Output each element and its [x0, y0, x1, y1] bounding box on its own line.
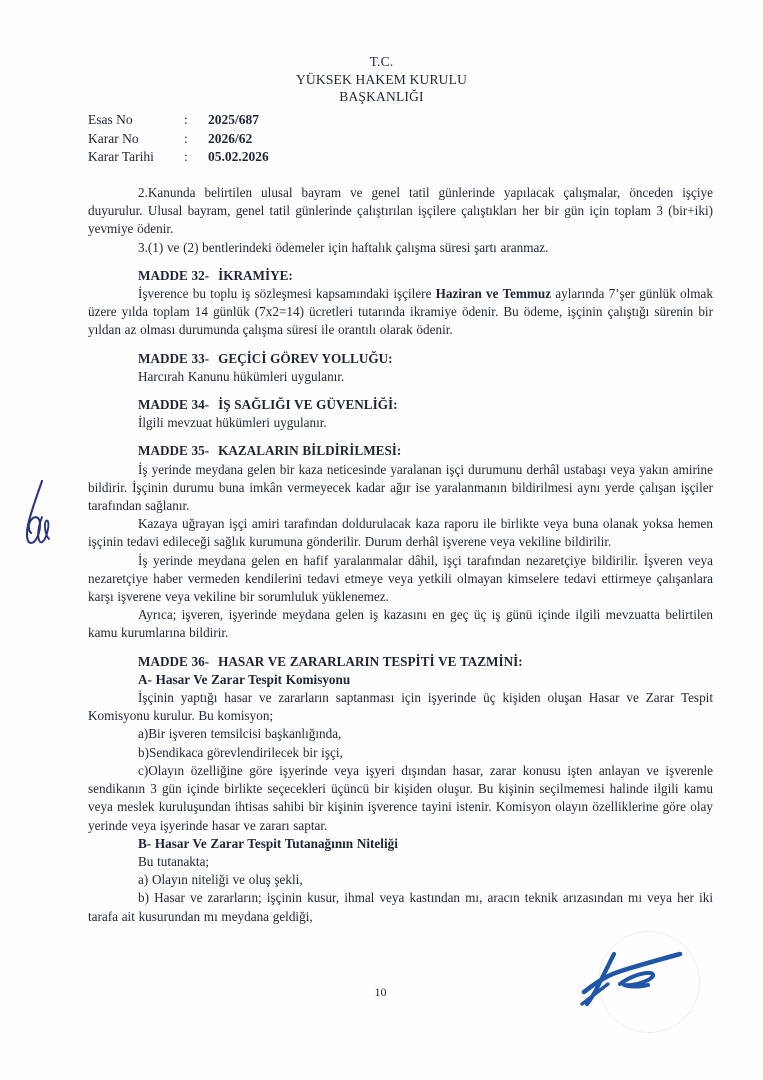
meta-row-esas-no — [88, 111, 269, 130]
text-run: İş yerinde meydana gelen bir kaza neticesinde yaralanan işçi durumunu derhâl ustabaşı veya yakın amirine bildirir. İşçinin durumu buna imkân vermeyecek kadar ağır ise yaralanmanın bildirilmesi aynı yerde çalışan işçiler tarafından sağlanır. — [88, 461, 713, 514]
text-run: İşçinin yaptığı hasar ve zararların saptanması için işyerinde üç kişiden oluşan Hasar ve Zarar Tespit Komisyonu kurulur. Bu komisyon; — [88, 690, 713, 724]
article-heading — [88, 267, 713, 285]
meta-row-karar-no — [88, 130, 269, 149]
sub-heading — [88, 835, 713, 853]
article-number: MADDE 32- — [138, 267, 210, 283]
text-run: İlgili mevzuat hükümleri uygulanır. — [138, 415, 327, 431]
text-run: aylarında 7’şer günlük olmak üzere yılda toplam 14 günlük (7x2=14) ücretleri tutarında ikramiye ödenir. Bu ödeme, işçinin çalıştığı sürenin bir yıldan az olması durumunda çalışma süresi ile orantılı olarak ödenir. — [88, 286, 713, 338]
letterhead-office-line: BAŞKANLIĞI — [339, 89, 424, 105]
paragraph — [88, 689, 713, 725]
paragraph — [88, 239, 713, 257]
article-heading — [88, 653, 713, 671]
text-run: c)Olayın özelliğine göre işyerinde veya işyeri dışından hasar, zarar konusu işten anlayan ve işverenle sendikanın 3 gün içinde birlikte seçecekleri üçüncü bir kişiden oluşur. Bu kişinin seçilmemesi halinde ilgili kamu veya meslek kuruluşundan ihtisas sahibi bir kişinin işverence tayini istenir. Komisyon olayın özelliklerine göre olay yerinde veya işyerinde hasar ve zararı saptar. — [88, 762, 713, 833]
article-title: HASAR VE ZARARLARIN TESPİTİ VE TAZMİNİ: — [218, 653, 523, 669]
paragraph — [88, 871, 713, 889]
paragraph — [88, 285, 713, 340]
paragraph — [88, 889, 713, 925]
text-run: Kazaya uğrayan işçi amiri tarafından doldurulacak kaza raporu ile birlikte veya buna olanak yoksa hemen işçinin tedavi edileceği sağlık kurumuna gönderilir. Durum derhâl işverene veya vekiline bildirilir. — [88, 516, 713, 550]
text-run: Bu tutanakta; — [138, 853, 210, 869]
text-run: a) Olayın niteliği ve oluş şekli, — [138, 872, 303, 888]
article-number: MADDE 34- — [138, 397, 210, 413]
article-title: İŞ SAĞLIĞI VE GÜVENLİĞİ: — [218, 397, 398, 413]
article-number: MADDE 36- — [138, 653, 210, 669]
article-number: MADDE 33- — [138, 350, 210, 366]
article-title: İKRAMİYE: — [218, 267, 293, 283]
text-run: 3.(1) ve (2) bentlerindeki ödemeler için haftalık çalışma süresi şartı aranmaz. — [138, 239, 549, 255]
meta-separator: : — [184, 149, 188, 165]
meta-value: 2026/62 — [208, 130, 253, 146]
meta-label: Esas No — [88, 112, 133, 127]
article-title: GEÇİCİ GÖREV YOLLUĞU: — [218, 350, 393, 366]
text-run: İş yerinde meydana gelen en hafif yaralanmalar dâhil, işçi tarafından nezaretçiye bildirilir. İşveren veya nezaretçiye haber vermeden kendilerini tedavi etmeye veya yetkili olmayan kimselere tedavi ettirmeye çalışanlara karşı işverene veya vekiline bir sorumluluk yüklenemez. — [88, 552, 713, 605]
text-run: İşverence bu toplu iş sözleşmesi kapsamındaki işçilere — [138, 286, 436, 302]
article-heading — [88, 442, 713, 460]
meta-label: Karar Tarihi — [88, 149, 154, 165]
text-run: B- Hasar Ve Zarar Tespit Tutanağının Niteliği — [138, 835, 398, 851]
case-meta — [88, 111, 269, 167]
text-run: Ayrıca; işveren, işyerinde meydana gelen iş kazasını en geç üç iş günü içinde ilgili mevzuatta belirtilen kamu kurumlarına bildirir. — [88, 607, 713, 641]
letterhead-republic-line: T.C. — [369, 54, 394, 69]
page-number: 10 — [374, 985, 387, 999]
paragraph — [88, 744, 713, 762]
paragraph — [88, 184, 713, 239]
sub-heading — [88, 671, 713, 689]
text-run: Harcırah Kanunu hükümleri uygulanır. — [138, 368, 345, 384]
meta-value: 2025/687 — [208, 112, 260, 127]
article-heading — [88, 350, 713, 368]
paragraph — [88, 552, 713, 607]
article-heading — [88, 396, 713, 414]
paragraph — [88, 606, 713, 642]
letterhead — [0, 53, 763, 106]
paragraph — [88, 414, 713, 432]
paragraph — [88, 368, 713, 386]
meta-separator: : — [184, 130, 188, 146]
paragraph — [88, 461, 713, 516]
paragraph — [88, 515, 713, 551]
document-body — [88, 184, 713, 926]
text-run: 2.Kanunda belirtilen ulusal bayram ve genel tatil günlerinde yapılacak çalışmalar, önceden işçiye duyurulur. Ulusal bayram, genel tatil günlerinde çalıştırılan işçilere çalıştıkları her bir gün için toplam 3 (bir+iki) yevmiye ödenir. — [88, 185, 713, 237]
paragraph — [88, 853, 713, 871]
text-run: a)Bir işveren temsilcisi başkanlığında, — [138, 726, 342, 742]
letterhead-institution-line: YÜKSEK HAKEM KURULU — [295, 71, 468, 87]
meta-value: 05.02.2026 — [208, 149, 269, 165]
bold-text-run: Haziran ve Temmuz — [435, 286, 552, 302]
signature-icon — [576, 940, 701, 1016]
text-run: b) Hasar ve zararların; işçinin kusur, ihmal veya kastından mı, aracın teknik arızasından mı veya her iki tarafa ait kusurundan mı meydana geldiği, — [88, 890, 713, 924]
text-run: b)Sendikaca görevlendirilecek bir işçi, — [138, 744, 343, 760]
paragraph — [88, 762, 713, 835]
meta-separator: : — [184, 112, 188, 127]
paragraph — [88, 725, 713, 743]
article-title: KAZALARIN BİLDİRİLMESİ: — [218, 443, 402, 459]
article-number: MADDE 35- — [138, 443, 210, 459]
meta-label: Karar No — [88, 130, 139, 146]
margin-initials-signature-icon — [12, 477, 56, 551]
text-run: A- Hasar Ve Zarar Tespit Komisyonu — [138, 671, 351, 687]
meta-row-karar-tarihi — [88, 148, 269, 167]
